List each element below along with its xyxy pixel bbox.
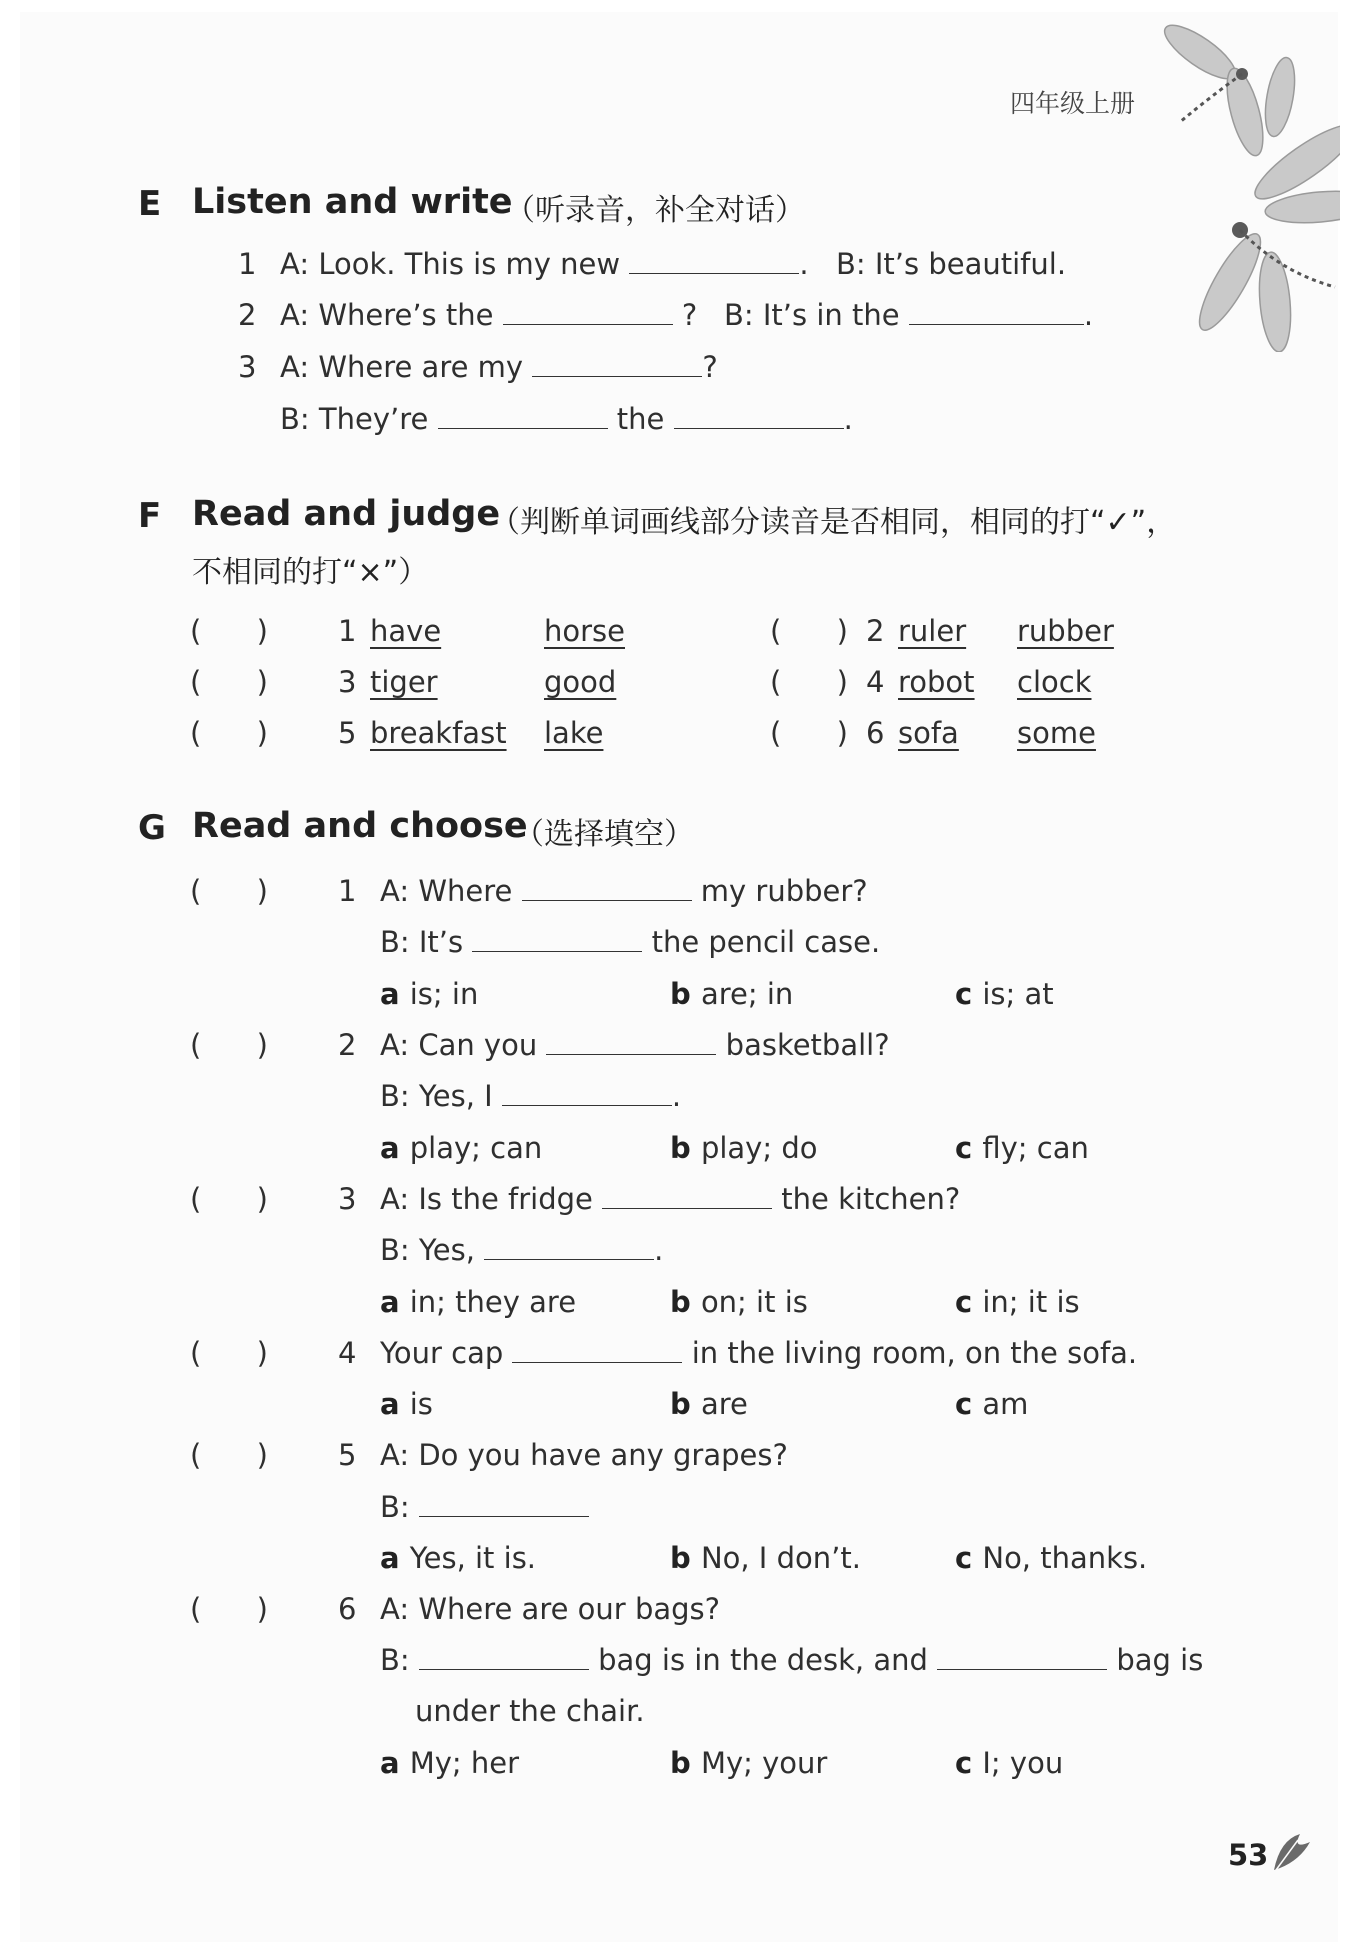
option-b[interactable]: b on; it is xyxy=(670,1285,808,1319)
word-2: lake xyxy=(544,716,604,750)
item-number: 2 xyxy=(866,614,885,648)
item-number: 3 xyxy=(338,665,357,699)
question-line-a: A: Is the fridge the kitchen? xyxy=(380,1182,961,1216)
blank[interactable] xyxy=(522,899,692,901)
answer-bracket[interactable]: ( ) xyxy=(190,716,268,750)
e-item-3-number: 3 xyxy=(238,350,257,384)
blank[interactable] xyxy=(503,323,673,325)
option-a[interactable]: a Yes, it is. xyxy=(380,1541,537,1575)
answer-bracket[interactable]: ( ) xyxy=(190,1438,268,1472)
blank[interactable] xyxy=(937,1668,1107,1670)
question-line-b: B: Yes, I . xyxy=(380,1079,682,1113)
question-line-b: B: xyxy=(380,1490,589,1524)
option-b[interactable]: b play; do xyxy=(670,1131,818,1165)
e-item-2-answer: B: It’s in the . xyxy=(724,298,1094,332)
question-line-b-continued: under the chair. xyxy=(415,1694,645,1728)
blank[interactable] xyxy=(602,1207,772,1209)
section-g-instruction: （选择填空） xyxy=(514,817,694,852)
section-e-title: Listen and write xyxy=(192,182,513,222)
word-2: rubber xyxy=(1017,614,1114,648)
item-number: 5 xyxy=(338,716,357,750)
option-c[interactable]: c I; you xyxy=(955,1746,1064,1780)
e-item-1-question: A: Look. This is my new . xyxy=(280,247,809,281)
option-b[interactable]: b No, I don’t. xyxy=(670,1541,861,1575)
question-line-a: A: Where my rubber? xyxy=(380,874,868,908)
option-b[interactable]: b My; your xyxy=(670,1746,828,1780)
section-e-letter: E xyxy=(138,184,162,224)
blank[interactable] xyxy=(532,375,702,377)
question-line-b: B: bag is in the desk, and bag is xyxy=(380,1643,1204,1677)
option-c[interactable]: c No, thanks. xyxy=(955,1541,1148,1575)
word-1: breakfast xyxy=(370,716,507,750)
e-item-1-number: 1 xyxy=(238,247,257,281)
e-item-3-question: A: Where are my ? xyxy=(280,350,718,384)
option-b[interactable]: b are; in xyxy=(670,977,794,1011)
option-a[interactable]: a is; in xyxy=(380,977,479,1011)
word-2: some xyxy=(1017,716,1096,750)
word-1: robot xyxy=(898,665,975,699)
option-c[interactable]: c am xyxy=(955,1387,1029,1421)
answer-bracket[interactable]: ( ) xyxy=(190,1182,268,1216)
blank[interactable] xyxy=(419,1515,589,1517)
word-1: tiger xyxy=(370,665,438,699)
question-number: 5 xyxy=(338,1438,357,1472)
answer-bracket[interactable]: ( ) xyxy=(190,614,268,648)
blank[interactable] xyxy=(909,323,1084,325)
item-number: 4 xyxy=(866,665,885,699)
blank[interactable] xyxy=(674,427,844,429)
answer-bracket[interactable]: ( ) xyxy=(770,716,848,750)
word-2: clock xyxy=(1017,665,1092,699)
question-line-b: B: Yes, . xyxy=(380,1233,664,1267)
question-line-a: A: Can you basketball? xyxy=(380,1028,890,1062)
section-f-title: Read and judge xyxy=(192,494,501,534)
question-number: 4 xyxy=(338,1336,357,1370)
answer-bracket[interactable]: ( ) xyxy=(190,665,268,699)
answer-bracket[interactable]: ( ) xyxy=(770,665,848,699)
blank[interactable] xyxy=(502,1104,672,1106)
item-number: 1 xyxy=(338,614,357,648)
blank[interactable] xyxy=(629,272,799,274)
section-f-instruction-line1: （判断单词画线部分读音是否相同，相同的打“✓”， xyxy=(490,505,1177,540)
option-a[interactable]: a My; her xyxy=(380,1746,520,1780)
workbook-page xyxy=(20,12,1338,1942)
option-b[interactable]: b are xyxy=(670,1387,748,1421)
leaf-icon xyxy=(1270,1830,1315,1875)
answer-bracket[interactable]: ( ) xyxy=(190,1028,268,1062)
grade-label: 四年级上册 xyxy=(1010,89,1136,118)
word-1: have xyxy=(370,614,442,648)
option-c[interactable]: c in; it is xyxy=(955,1285,1080,1319)
answer-bracket[interactable]: ( ) xyxy=(770,614,848,648)
word-1: ruler xyxy=(898,614,967,648)
answer-bracket[interactable]: ( ) xyxy=(190,1336,268,1370)
section-f-letter: F xyxy=(138,496,162,536)
section-g-title: Read and choose xyxy=(192,806,528,846)
blank[interactable] xyxy=(512,1361,682,1363)
word-2: horse xyxy=(544,614,625,648)
question-line-a: A: Do you have any grapes? xyxy=(380,1438,788,1472)
blank[interactable] xyxy=(438,427,608,429)
section-e-instruction: （听录音，补全对话） xyxy=(505,193,805,228)
e-item-2-question: A: Where’s the ? xyxy=(280,298,698,332)
section-f-instruction-line2: 不相同的打“×”） xyxy=(192,555,429,590)
page-number: 53 xyxy=(1228,1838,1269,1872)
answer-bracket[interactable]: ( ) xyxy=(190,874,268,908)
answer-bracket[interactable]: ( ) xyxy=(190,1592,268,1626)
option-a[interactable]: a play; can xyxy=(380,1131,543,1165)
e-item-1-answer: B: It’s beautiful. xyxy=(836,247,1067,281)
blank[interactable] xyxy=(419,1668,589,1670)
e-item-2-number: 2 xyxy=(238,298,257,332)
blank[interactable] xyxy=(484,1258,654,1260)
question-line-a: A: Where are our bags? xyxy=(380,1592,721,1626)
blank[interactable] xyxy=(546,1053,716,1055)
blank[interactable] xyxy=(472,950,642,952)
option-c[interactable]: c is; at xyxy=(955,977,1054,1011)
item-number: 6 xyxy=(866,716,885,750)
question-number: 2 xyxy=(338,1028,357,1062)
e-item-3-answer: B: They’re the . xyxy=(280,402,853,436)
option-a[interactable]: a is xyxy=(380,1387,433,1421)
dragonfly-illustration xyxy=(1130,12,1340,352)
question-line-b: B: It’s the pencil case. xyxy=(380,925,881,959)
question-number: 6 xyxy=(338,1592,357,1626)
option-c[interactable]: c fly; can xyxy=(955,1131,1089,1165)
question-number: 3 xyxy=(338,1182,357,1216)
word-1: sofa xyxy=(898,716,959,750)
option-a[interactable]: a in; they are xyxy=(380,1285,577,1319)
section-g-letter: G xyxy=(138,808,166,848)
word-2: good xyxy=(544,665,617,699)
question-number: 1 xyxy=(338,874,357,908)
question-line-a: Your cap in the living room, on the sofa. xyxy=(380,1336,1138,1370)
